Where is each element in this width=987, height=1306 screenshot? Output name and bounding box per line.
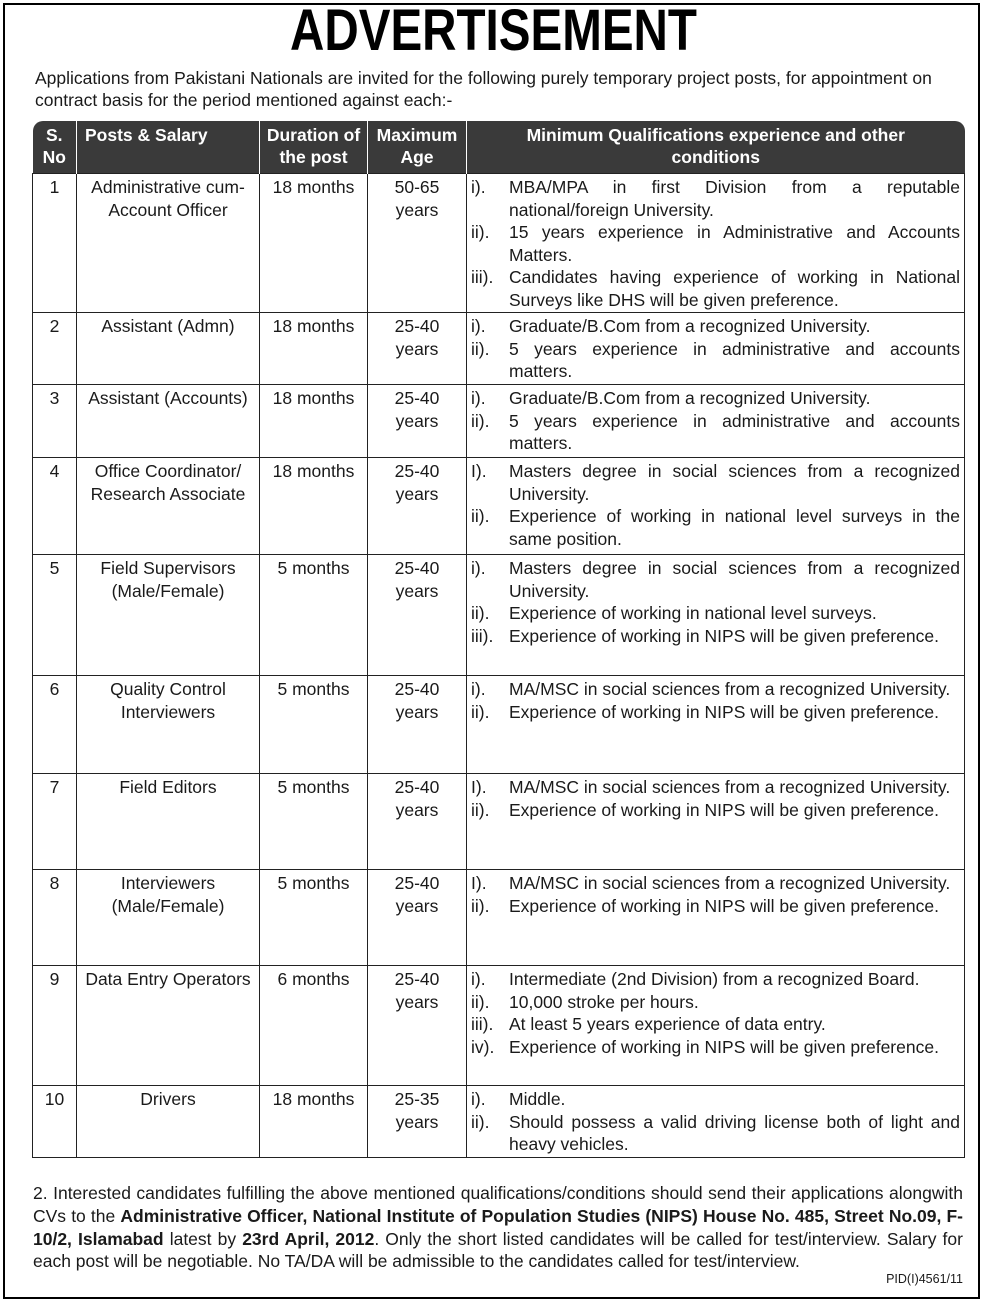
row-age: 25-40 years (368, 458, 467, 555)
row-sno: 10 (33, 1086, 77, 1158)
row-sno: 2 (33, 313, 77, 385)
row-age: 25-40 years (368, 676, 467, 774)
table-row (33, 676, 965, 774)
qualification-number: i). (471, 558, 486, 578)
qualification-number: i). (471, 388, 486, 408)
footer-paragraph (33, 1182, 963, 1273)
qualification-text: 5 years experience in administrative and accounts matters. (509, 410, 960, 453)
row-duration: 5 months (260, 774, 368, 870)
pid-number: PID(I)4561/11 (886, 1272, 963, 1286)
table-row (33, 313, 965, 385)
qualification-item (471, 505, 960, 550)
row-duration: 18 months (260, 174, 368, 313)
footer-address: Administrative Officer, National Institute of Population Studies (NIPS) House No. 485, Street No.09, F-10/2, Islamabad (33, 1205, 963, 1249)
qualification-item (471, 460, 960, 505)
qualification-item (471, 625, 960, 648)
table-row (33, 385, 965, 458)
row-sno: 7 (33, 774, 77, 870)
row-qualifications (467, 555, 965, 676)
row-duration: 18 months (260, 458, 368, 555)
row-post: Office Coordinator/ Research Associate (77, 458, 260, 555)
qualification-number: i). (471, 679, 486, 699)
table-row (33, 1086, 965, 1158)
row-age: 25-40 years (368, 385, 467, 458)
qualification-number: i). (471, 969, 486, 989)
row-post: Drivers (77, 1086, 260, 1158)
row-qualifications (467, 870, 965, 966)
footer-text-2: latest by (163, 1228, 243, 1249)
qualification-item (471, 1036, 960, 1059)
header-sno: S. No (33, 121, 77, 174)
qualification-number: ii). (471, 701, 490, 722)
row-duration: 18 months (260, 1086, 368, 1158)
table-row (33, 174, 965, 313)
row-duration: 18 months (260, 385, 368, 458)
qualification-number: ii). (471, 895, 490, 916)
qualification-number: I). (471, 777, 487, 797)
page-title: ADVERTISEMENT (290, 0, 697, 63)
row-sno: 8 (33, 870, 77, 966)
qualification-item (471, 776, 960, 799)
intro-paragraph: Applications from Pakistani Nationals are invited for the following purely temporary project posts, for appointment on contract basis for the period mentioned against each:- (35, 68, 932, 110)
row-post: Field Supervisors (Male/Female) (77, 555, 260, 676)
row-age: 25-40 years (368, 313, 467, 385)
qualification-text: Experience of working in NIPS will be given preference. (509, 701, 939, 722)
table-row (33, 458, 965, 555)
row-qualifications (467, 385, 965, 458)
qualification-text: 15 years experience in Administrative and Accounts Matters. (509, 222, 960, 265)
qualification-number: ii). (471, 603, 490, 623)
qualification-item (471, 557, 960, 602)
qualification-text: Graduate/B.Com from a recognized University. (509, 316, 871, 336)
qualification-number: iii). (471, 625, 494, 646)
qualification-text: Experience of working in NIPS will be given preference. (509, 625, 939, 646)
table-row (33, 870, 965, 966)
qualification-text: 5 years experience in administrative and accounts matters. (509, 338, 960, 381)
qualification-number: ii). (471, 799, 490, 820)
row-sno: 9 (33, 966, 77, 1086)
qualification-item (471, 1111, 960, 1156)
qualification-item (471, 602, 960, 625)
row-post: Data Entry Operators (77, 966, 260, 1086)
qualification-text: Masters degree in social sciences from a recognized University. (509, 558, 960, 601)
qualification-item (471, 1013, 960, 1036)
table-body (33, 174, 965, 1158)
row-post: Interviewers (Male/Female) (77, 870, 260, 966)
qualification-text: Experience of working in NIPS will be given preference. (509, 1036, 939, 1057)
table-header-row (33, 121, 965, 174)
qualification-text: Middle. (509, 1089, 566, 1109)
qualification-number: i). (471, 1089, 486, 1109)
qualification-item (471, 387, 960, 410)
qualification-text: Experience of working in national level surveys in the same position. (509, 506, 960, 549)
table-row (33, 555, 965, 676)
qualification-text: At least 5 years experience of data entry. (509, 1014, 826, 1034)
row-qualifications (467, 1086, 965, 1158)
qualification-text: Intermediate (2nd Division) from a recognized Board. (509, 969, 920, 989)
qualification-number: iii). (471, 1014, 494, 1034)
qualification-item (471, 1088, 960, 1111)
qualification-text: Should possess a valid driving license both of light and heavy vehicles. (509, 1111, 960, 1154)
qualification-item (471, 266, 960, 311)
qualification-number: ii). (471, 338, 490, 359)
qualification-text: Experience of working in NIPS will be given preference. (509, 799, 939, 820)
header-qualifications: Minimum Qualifications experience and other conditions (467, 121, 965, 174)
row-sno: 6 (33, 676, 77, 774)
row-qualifications (467, 458, 965, 555)
table-row (33, 774, 965, 870)
qualification-item (471, 176, 960, 221)
row-qualifications (467, 676, 965, 774)
footer-text-3: . Only the short listed candidates will be called for test/interview. Salary for each post will be negotiable. No TA/DA will be admissible to the candidates called for test/interview. (33, 1228, 963, 1272)
row-duration: 5 months (260, 555, 368, 676)
row-qualifications (467, 966, 965, 1086)
footer-deadline: 23rd April, 2012 (242, 1228, 375, 1249)
qualification-number: ii). (471, 222, 490, 242)
row-duration: 5 months (260, 870, 368, 966)
row-post: Quality Control Interviewers (77, 676, 260, 774)
header-post: Posts & Salary (77, 121, 260, 174)
qualification-item (471, 678, 960, 701)
header-age: Maximum Age (368, 121, 467, 174)
row-post: Assistant (Accounts) (77, 385, 260, 458)
qualification-item (471, 338, 960, 383)
qualification-number: i). (471, 177, 486, 197)
row-duration: 6 months (260, 966, 368, 1086)
qualification-text: MBA/MPA in first Division from a reputable national/foreign University. (509, 177, 960, 220)
qualification-number: iii). (471, 267, 494, 287)
qualification-text: 10,000 stroke per hours. (509, 991, 699, 1012)
qualification-text: MA/MSC in social sciences from a recognized University. (509, 873, 951, 893)
row-post: Administrative cum-Account Officer (77, 174, 260, 313)
qualification-number: iv). (471, 1036, 495, 1057)
qualification-item (471, 895, 960, 918)
row-duration: 18 months (260, 313, 368, 385)
qualification-item (471, 991, 960, 1014)
row-sno: 4 (33, 458, 77, 555)
qualification-text: Candidates having experience of working in National Surveys like DHS will be given preference. (509, 267, 960, 310)
row-qualifications (467, 174, 965, 313)
qualification-item (471, 872, 960, 895)
header-duration: Duration of the post (260, 121, 368, 174)
qualification-item (471, 315, 960, 338)
qualification-item (471, 221, 960, 266)
qualification-text: Masters degree in social sciences from a recognized University. (509, 461, 960, 504)
qualification-item (471, 701, 960, 724)
row-age: 25-35 years (368, 1086, 467, 1158)
row-age: 25-40 years (368, 870, 467, 966)
qualification-text: Graduate/B.Com from a recognized University. (509, 388, 871, 408)
qualification-text: MA/MSC in social sciences from a recognized University. (509, 679, 951, 699)
posts-table (32, 121, 965, 1158)
qualification-number: ii). (471, 1111, 490, 1132)
qualification-number: I). (471, 873, 487, 893)
qualification-text: Experience of working in national level surveys. (509, 603, 877, 623)
qualification-number: i). (471, 316, 486, 336)
qualification-item (471, 968, 960, 991)
row-duration: 5 months (260, 676, 368, 774)
row-age: 25-40 years (368, 774, 467, 870)
qualification-item (471, 410, 960, 455)
row-sno: 1 (33, 174, 77, 313)
table-row (33, 966, 965, 1086)
row-age: 25-40 years (368, 555, 467, 676)
qualification-item (471, 799, 960, 822)
qualification-text: Experience of working in NIPS will be given preference. (509, 895, 939, 916)
footer-text-1: 2. Interested candidates fulfilling the above mentioned qualifications/conditions should send their applications alongwith CVs to the (33, 1183, 963, 1226)
qualification-number: ii). (471, 410, 490, 431)
row-post: Assistant (Admn) (77, 313, 260, 385)
row-qualifications (467, 313, 965, 385)
qualification-number: ii). (471, 991, 490, 1012)
row-post: Field Editors (77, 774, 260, 870)
row-qualifications (467, 774, 965, 870)
row-sno: 5 (33, 555, 77, 676)
qualification-number: ii). (471, 506, 490, 526)
row-age: 25-40 years (368, 966, 467, 1086)
row-sno: 3 (33, 385, 77, 458)
qualification-number: I). (471, 461, 487, 481)
qualification-text: MA/MSC in social sciences from a recognized University. (509, 777, 951, 797)
row-age: 50-65 years (368, 174, 467, 313)
